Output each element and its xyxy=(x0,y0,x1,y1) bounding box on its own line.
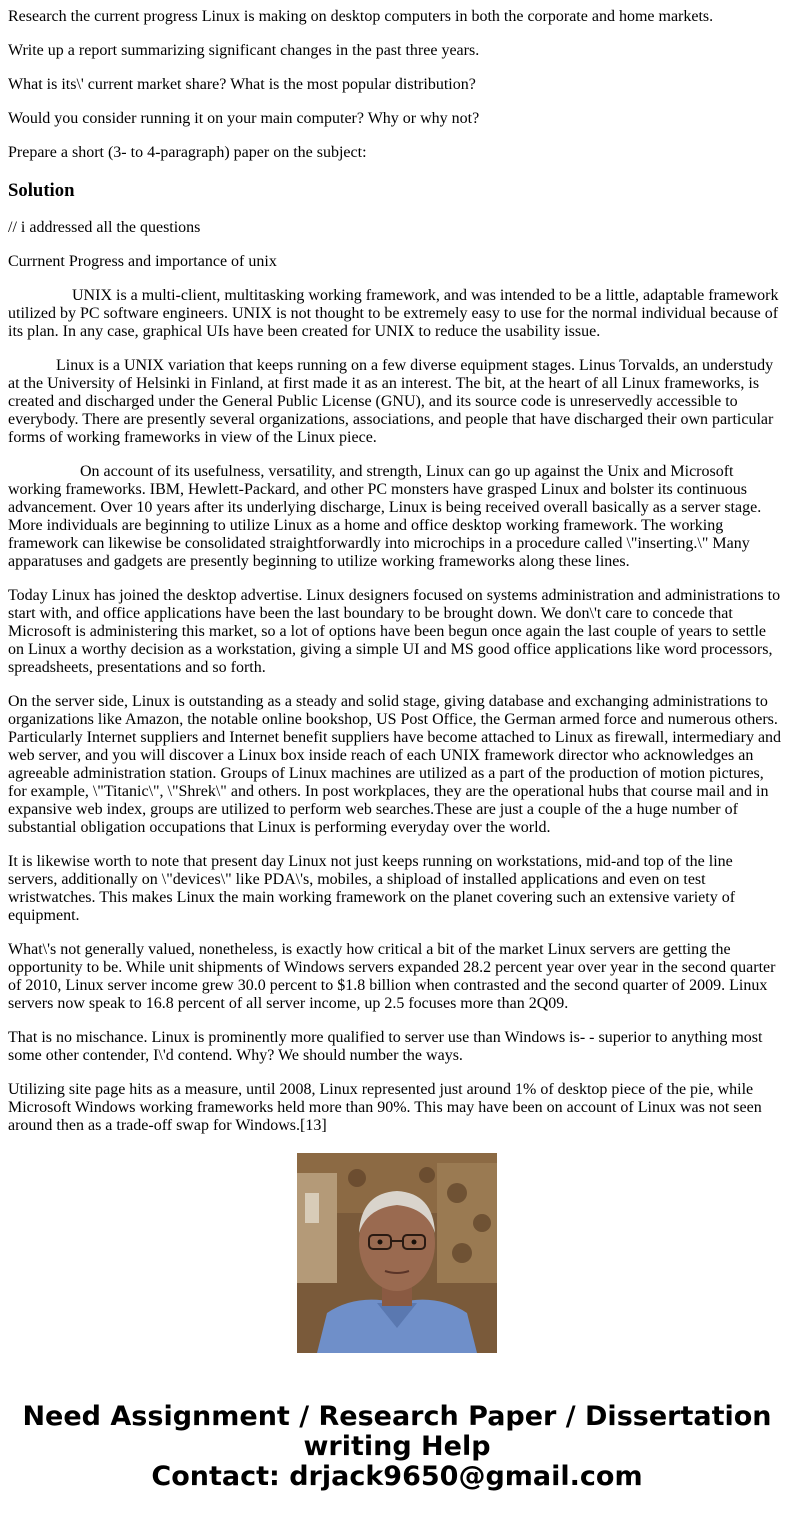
solution-paragraph: Linux is a UNIX variation that keeps running on a few diverse equipment stages. Linus Torvalds, an understudy at the University of Helsinki in Finland, at first made it as an interest. The bit, at the heart of all Linux frameworks, is created and discharged under the General Public License (GNU), and its source code is unreservedly accessible to everybody. There are presently several organizations, associations, and people that have discharged their own particular forms of working frameworks in view of the Linux piece. xyxy=(8,357,778,446)
solution-heading: Solution xyxy=(8,180,75,201)
solution-paragraph: Today Linux has joined the desktop advertise. Linux designers focused on systems administration and administrations to start with, and office applications have been the last boundary to be brought down. We don\'t care to concede that Microsoft is administering this market, so a lot of options have been begun once again the last couple of years to settle on Linux a worthy decision as a workstation, giving a simple UI and MS good office applications like word processors, spreadsheets, presentations and so forth. xyxy=(8,587,781,676)
document-body xyxy=(8,0,786,1134)
author-portrait-icon xyxy=(297,1153,497,1353)
solution-note: // i addressed all the questions xyxy=(8,219,201,236)
solution-paragraph: On the server side, Linux is outstanding as a steady and solid stage, giving database and exchanging administrations to organizations like Amazon, the notable online bookshop, US Post Office, the German armed force and numerous others. Particularly Internet suppliers and Internet benefit suppliers have become attached to Linux as firewall, intermediary and web server, and you will discover a Linux box inside reach of each UNIX framework director who acknowledges an agreeable administration station. Groups of Linux machines are utilized as a part of the production of motion pictures, for example, \"Titanic\", \"Shrek\" and others. In post workplaces, they are the operational hubs that course mail and in expansive web index, groups are utilized to perform web searches.These are just a couple of the a huge number of substantial obligation occupations that Linux is performing everyday over the world. xyxy=(8,693,782,836)
promo-headline: Need Assignment / Research Paper / Dissertation writing Help xyxy=(22,1401,772,1462)
solution-paragraph: That is no mischance. Linux is prominently more qualified to server use than Windows is- - superior to anything most some other contender, I\'d contend. Why? We should number the ways. xyxy=(8,1029,763,1064)
author-avatar xyxy=(297,1153,497,1353)
question-line-5: Prepare a short (3- to 4-paragraph) paper on the subject: xyxy=(8,144,367,161)
question-line-3: What is its\' current market share? What is the most popular distribution? xyxy=(8,76,476,93)
question-line-4: Would you consider running it on your main computer? Why or why not? xyxy=(8,110,480,127)
solution-paragraph: UNIX is a multi-client, multitasking working framework, and was intended to be a little, adaptable framework utilized by PC software engineers. UNIX is not thought to be extremely easy to use for the normal individual because of its plan. In any case, graphical UIs have been created for UNIX to reduce the usability issue. xyxy=(8,287,783,340)
solution-paragraph: It is likewise worth to note that present day Linux not just keeps running on workstations, mid-and top of the line servers, additionally on \"devices\" like PDA\'s, mobiles, a shipload of installed applications and even on test wristwatches. This makes Linux the main working framework on the planet covering such an extensive variety of equipment. xyxy=(8,853,736,924)
promo-contact: Contact: drjack9650@gmail.com xyxy=(151,1461,643,1492)
solution-subtitle: Currnent Progress and importance of unix xyxy=(8,253,277,270)
solution-paragraph: What\'s not generally valued, nonetheless, is exactly how critical a bit of the market Linux servers are getting the opportunity to be. While unit shipments of Windows servers expanded 28.2 percent year over year in the second quarter of 2010, Linux server income grew 30.0 percent to $1.8 billion when contrasted and the second quarter of 2009. Linux servers now speak to 16.8 percent of all server income, up 2.5 focuses more than 2Q09. xyxy=(8,941,776,1012)
solution-paragraph: Utilizing site page hits as a measure, until 2008, Linux represented just around 1% of desktop piece of the pie, while Microsoft Windows working frameworks held more than 90%. This may have been on account of Linux was not seen around then as a trade-off swap for Windows.[13] xyxy=(8,1081,762,1134)
promo-footer xyxy=(0,1402,794,1492)
question-line-2: Write up a report summarizing significant changes in the past three years. xyxy=(8,42,480,59)
question-line-1: Research the current progress Linux is making on desktop computers in both the corporate and home markets. xyxy=(8,8,714,25)
solution-paragraph: On account of its usefulness, versatility, and strength, Linux can go up against the Unix and Microsoft working frameworks. IBM, Hewlett-Packard, and other PC monsters have grasped Linux and bolster its continuous advancement. Over 10 years after its underlying discharge, Linux is being received overall basically as a server stage. More individuals are beginning to utilize Linux as a home and office desktop working framework. The working framework can likewise be consolidated straightforwardly into microchips in a procedure called \"inserting.\" Many apparatuses and gadgets are presently beginning to utilize working frameworks along these lines. xyxy=(8,463,766,570)
